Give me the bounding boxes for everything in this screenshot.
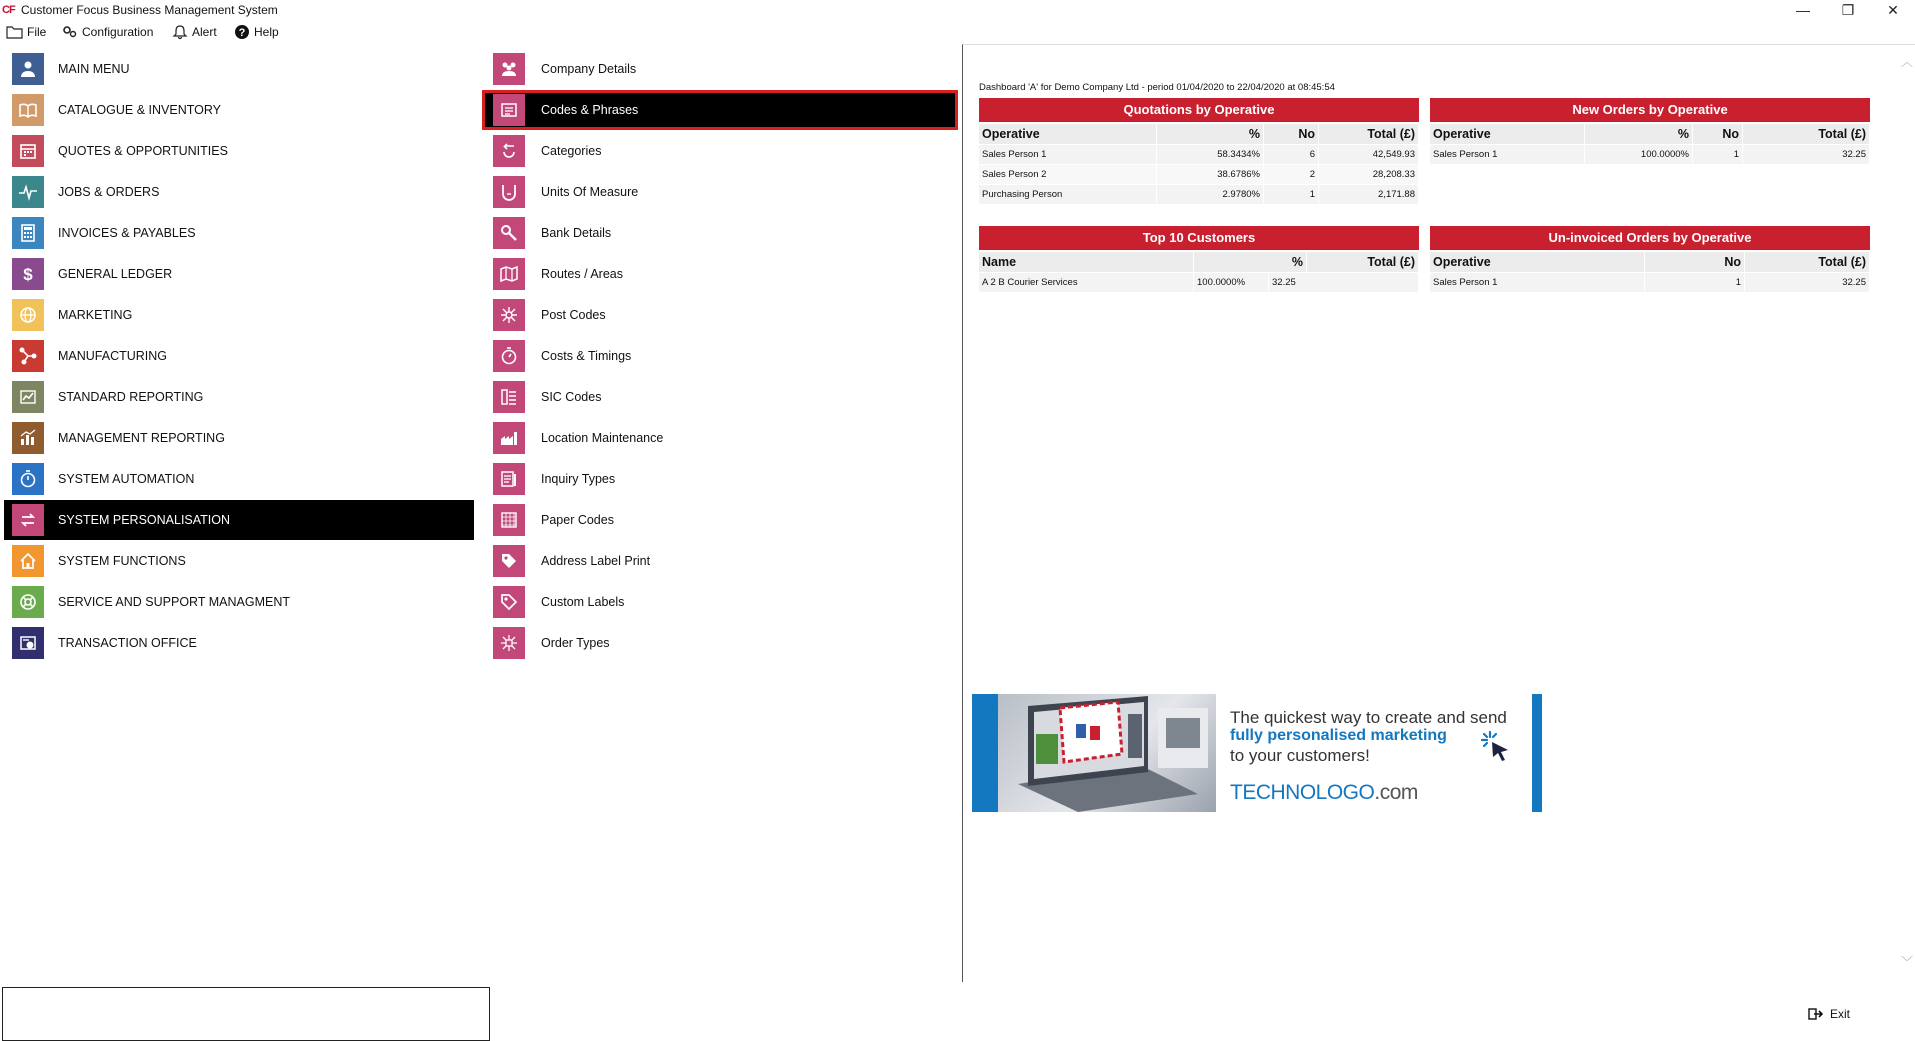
gears-icon [62, 25, 78, 39]
submenu-categories[interactable] [482, 131, 958, 171]
swap-icon [12, 504, 44, 536]
table-cell: Purchasing Person [979, 185, 1157, 204]
module-label: SYSTEM FUNCTIONS [58, 554, 186, 568]
timer-icon [12, 463, 44, 495]
submenu-label: Address Label Print [541, 554, 651, 568]
module-system-personalisation[interactable] [4, 500, 474, 540]
table-cell: 28,208.33 [1319, 165, 1419, 184]
table-cell: 38.6786% [1157, 165, 1264, 184]
order-icon [493, 627, 525, 659]
submenu-post-codes[interactable] [482, 295, 958, 335]
module-label: QUOTES & OPPORTUNITIES [58, 144, 228, 158]
table-cell: 32.25 [1745, 273, 1870, 292]
submenu-label: Bank Details [541, 226, 612, 240]
network-icon [12, 340, 44, 372]
table-cell: 2 [1264, 165, 1319, 184]
label-icon [493, 545, 525, 577]
module-standard-reporting[interactable] [4, 377, 474, 417]
menu-alert[interactable] [172, 22, 217, 42]
calendar-icon [12, 135, 44, 167]
app-logo: CF [2, 4, 15, 16]
menu-alert-label: Alert [192, 25, 217, 39]
column-header: Operative [1430, 252, 1645, 272]
table-cell: 32.25 [1269, 273, 1419, 292]
module-label: INVOICES & PAYABLES [58, 226, 196, 240]
submenu-label: Post Codes [541, 308, 606, 322]
table-cell: 42,549.93 [1319, 145, 1419, 164]
table-cell: 100.0000% [1585, 145, 1693, 164]
stopwatch-icon [493, 340, 525, 372]
home-icon [12, 545, 44, 577]
table-cell: Sales Person 1 [1430, 273, 1645, 292]
table-row [979, 272, 1419, 292]
submenu-routes-areas[interactable] [482, 254, 958, 294]
table-title: New Orders by Operative [1430, 98, 1870, 122]
module-label: MARKETING [58, 308, 133, 322]
table-cell: 1 [1693, 145, 1743, 164]
submenu-costs-timings[interactable] [482, 336, 958, 376]
status-box [2, 987, 490, 1041]
laptop-image [998, 694, 1216, 812]
submenu-paper-codes[interactable] [482, 500, 958, 540]
table-row [979, 164, 1419, 184]
submenu-inquiry-types[interactable] [482, 459, 958, 499]
location-icon [493, 422, 525, 454]
menu-file[interactable] [6, 22, 46, 42]
paper-icon [493, 504, 525, 536]
calculator-icon [12, 217, 44, 249]
inquiry-icon [493, 463, 525, 495]
column-header: Total (£) [1319, 124, 1419, 144]
table-row [1430, 272, 1870, 292]
menu-help-label: Help [254, 25, 279, 39]
users-icon [12, 53, 44, 85]
column-header: Total (£) [1307, 252, 1419, 272]
module-transaction-office[interactable] [4, 623, 474, 663]
advert-stripe-left [972, 694, 998, 812]
module-label: SYSTEM AUTOMATION [58, 472, 195, 486]
module-label: JOBS & ORDERS [58, 185, 160, 199]
close-button[interactable]: ✕ [1887, 2, 1899, 18]
bar-chart-icon [12, 422, 44, 454]
module-label: MANAGEMENT REPORTING [58, 431, 225, 445]
postcode-icon [493, 299, 525, 331]
table-cell: 1 [1264, 185, 1319, 204]
table-cell: Sales Person 1 [979, 145, 1157, 164]
module-label: MANUFACTURING [58, 349, 168, 363]
submenu-address-label-print[interactable] [482, 541, 958, 581]
menu-configuration[interactable] [62, 22, 153, 42]
office-icon [12, 627, 44, 659]
click-cursor-icon [1480, 730, 1514, 764]
minimize-button[interactable]: — [1796, 2, 1810, 18]
submenu-company-details[interactable] [482, 49, 958, 89]
scroll-up-icon[interactable]: ︿ [1900, 55, 1913, 69]
submenu-label: Custom Labels [541, 595, 625, 609]
table-cell: 1 [1645, 273, 1745, 292]
folder-icon [6, 25, 23, 39]
module-catalogue-inventory[interactable] [4, 90, 474, 130]
submenu-label: Routes / Areas [541, 267, 623, 281]
exit-label: Exit [1830, 1007, 1851, 1021]
submenu-label: Order Types [541, 636, 610, 650]
submenu-label: Paper Codes [541, 513, 614, 527]
dashboard-panel [962, 44, 1915, 982]
categories-icon [493, 135, 525, 167]
menu-help[interactable] [234, 22, 279, 42]
exit-icon [1808, 1007, 1824, 1021]
technologo-brand [1230, 781, 1418, 805]
dashboard-caption: Dashboard 'A' for Demo Company Ltd - period 01/04/2020 to 22/04/2020 at 08:45:54 [979, 82, 1335, 93]
brand-suffix: .com [1374, 781, 1418, 804]
module-label: TRANSACTION OFFICE [58, 636, 197, 650]
table-header [1430, 252, 1870, 272]
column-header: Name [979, 252, 1194, 272]
company-icon [493, 53, 525, 85]
submenu-order-types[interactable] [482, 623, 958, 663]
menu-bar [0, 22, 400, 42]
submenu-label: Costs & Timings [541, 349, 632, 363]
measure-icon [493, 176, 525, 208]
map-icon [493, 258, 525, 290]
table-cell: 32.25 [1743, 145, 1870, 164]
table-title: Un-invoiced Orders by Operative [1430, 226, 1870, 250]
submenu-label: Codes & Phrases [541, 103, 639, 117]
scroll-down-icon[interactable]: ﹀ [1900, 955, 1913, 969]
column-header: % [1157, 124, 1264, 144]
column-header: Operative [979, 124, 1157, 144]
menu-configuration-label: Configuration [82, 25, 154, 39]
module-management-reporting[interactable] [4, 418, 474, 458]
table-cell: 2.9780% [1157, 185, 1264, 204]
submenu-label: Company Details [541, 62, 637, 76]
bell-icon [172, 24, 188, 40]
submenu-label: Location Maintenance [541, 431, 664, 445]
submenu-custom-labels[interactable] [482, 582, 958, 622]
dollar-icon [12, 258, 44, 290]
module-label: CATALOGUE & INVENTORY [58, 103, 222, 117]
chart-line-icon [12, 381, 44, 413]
module-jobs-orders[interactable] [4, 172, 474, 212]
table-cell: 2,171.88 [1319, 185, 1419, 204]
book-icon [12, 94, 44, 126]
new-orders-table [1430, 98, 1870, 164]
module-invoices-payables[interactable] [4, 213, 474, 253]
submenu-label: SIC Codes [541, 390, 602, 404]
svg-text:$: $ [23, 265, 33, 284]
submenu-location-maintenance[interactable] [482, 418, 958, 458]
quotations-table [979, 98, 1419, 204]
submenu-units-of-measure[interactable] [482, 172, 958, 212]
column-header: No [1264, 124, 1319, 144]
module-label: SYSTEM PERSONALISATION [58, 513, 231, 527]
advert-line-2: fully personalised marketing [1230, 727, 1447, 744]
table-title: Top 10 Customers [979, 226, 1419, 250]
submenu-label: Inquiry Types [541, 472, 616, 486]
module-label: GENERAL LEDGER [58, 267, 173, 281]
top-customers-table [979, 226, 1419, 292]
module-label: STANDARD REPORTING [58, 390, 204, 404]
technologo-advert[interactable] [972, 694, 1542, 812]
advert-line-3: to your customers! [1230, 746, 1370, 765]
module-label: MAIN MENU [58, 62, 130, 76]
column-header: No [1645, 252, 1745, 272]
module-service-support[interactable] [4, 582, 474, 622]
module-main-menu[interactable] [4, 49, 474, 89]
module-manufacturing[interactable] [4, 336, 474, 376]
restore-button[interactable]: ❐ [1841, 2, 1855, 18]
uninvoiced-orders-table [1430, 226, 1870, 292]
module-quotes-opportunities[interactable] [4, 131, 474, 171]
module-marketing[interactable] [4, 295, 474, 335]
svg-text:?: ? [238, 27, 246, 39]
codes-icon [493, 94, 525, 126]
menu-file-label: File [27, 25, 47, 39]
pulse-icon [12, 176, 44, 208]
module-system-functions[interactable] [4, 541, 474, 581]
table-title: Quotations by Operative [979, 98, 1419, 122]
column-header: % [1194, 252, 1307, 272]
tag-icon [493, 586, 525, 618]
table-cell: Sales Person 2 [979, 165, 1157, 184]
column-header: % [1585, 124, 1693, 144]
column-header: Total (£) [1743, 124, 1870, 144]
submenu-sic-codes[interactable] [482, 377, 958, 417]
table-cell: Sales Person 1 [1430, 145, 1585, 164]
help-icon [234, 24, 250, 40]
table-cell: 100.0000% [1194, 273, 1269, 292]
submenu-label: Units Of Measure [541, 185, 639, 199]
module-label: SERVICE AND SUPPORT MANAGMENT [58, 595, 290, 609]
column-header: Operative [1430, 124, 1585, 144]
table-cell: 6 [1264, 145, 1319, 164]
globe-icon [12, 299, 44, 331]
submenu-label: Categories [541, 144, 602, 158]
title-bar [0, 0, 1915, 20]
column-header: No [1693, 124, 1743, 144]
table-cell: A 2 B Courier Services [979, 273, 1194, 292]
module-system-automation[interactable] [4, 459, 474, 499]
submenu-bank-details[interactable] [482, 213, 958, 253]
table-header [1430, 124, 1870, 144]
module-general-ledger[interactable] [4, 254, 474, 294]
bank-icon [493, 217, 525, 249]
table-header [979, 124, 1419, 144]
advert-stripe-right [1532, 694, 1542, 812]
advert-line-1: The quickest way to create and send [1230, 708, 1507, 727]
table-cell: 58.3434% [1157, 145, 1264, 164]
table-row [979, 144, 1419, 164]
column-header: Total (£) [1745, 252, 1870, 272]
lifebuoy-icon [12, 586, 44, 618]
exit-button[interactable] [1808, 1004, 1850, 1024]
table-header [979, 252, 1419, 272]
sic-icon [493, 381, 525, 413]
table-row [1430, 144, 1870, 164]
window-title: Customer Focus Business Management System [21, 3, 278, 17]
submenu-codes-phrases[interactable] [482, 90, 958, 130]
table-row [979, 184, 1419, 204]
brand-name: TECHNOLOGO [1230, 781, 1375, 804]
